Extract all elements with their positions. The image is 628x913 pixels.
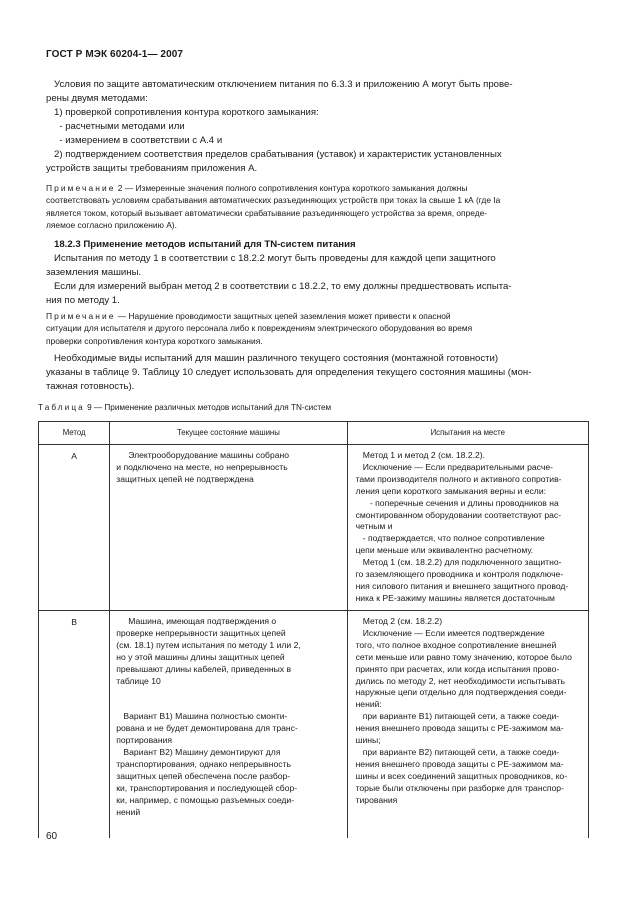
note-label: Примечание	[46, 183, 116, 193]
state-cell	[110, 611, 347, 839]
cell-line: тами производителя полного и активного сопротив-	[355, 473, 562, 484]
page-number: 60	[46, 831, 58, 842]
note-line: является током, который вызывает автоматически срабатывание разъединяющего устройства за время, опреде-	[46, 207, 488, 218]
section-line: заземления машины.	[46, 267, 142, 278]
cell-line: сети меньше или равно тому значению, которое было	[355, 651, 572, 662]
state-cell	[110, 445, 347, 611]
cell-line: рована и не будет демонтирована для транс-	[116, 723, 298, 734]
cell-line: Вариант В2) Машину демонтируют для	[116, 746, 281, 757]
cell-line: тирования	[355, 794, 398, 805]
cell-line: нений:	[355, 699, 382, 710]
note-line: проверки сопротивления контура короткого замыкания.	[46, 335, 263, 346]
cell-line: нения внешнего провода защиты с PE-зажимом ма-	[355, 723, 564, 734]
cell-line	[116, 687, 346, 699]
note-line: соответствовать условиям срабатывания автоматических разъединяющих устройств при токах Iа свыше 1 кА (где Iа	[46, 195, 501, 206]
method-cell	[39, 611, 110, 839]
cell-line: транспортирования, однако непрерывность	[116, 758, 291, 769]
caption-label: Таблица	[38, 403, 85, 412]
table-9	[38, 421, 589, 838]
cell-line: Исключение — Если предварительными расче-	[355, 461, 553, 472]
cell-line: Вариант В1) Машина полностью смонти-	[116, 711, 288, 722]
intro-line: 2) подтверждением соответствия пределов срабатывания (уставок) и характеристик установленных	[46, 149, 502, 160]
cell-text	[110, 611, 346, 818]
cell-line: но у этой машины длины защитных цепей	[116, 651, 285, 662]
table-row	[39, 445, 589, 611]
cell-line: Метод 1 (см. 18.2.2) для подключенного защитно-	[355, 557, 562, 568]
note-line: ляемое согласно приложению А).	[46, 220, 177, 231]
intro-line: 1) проверкой сопротивления контура короткого замыкания:	[46, 107, 319, 118]
caption-text: 9 — Применение различных методов испытаний для TN-систем	[84, 403, 332, 412]
paragraph-line: Необходимые виды испытаний для машин различного текущего состояния (монтажной готовности)	[46, 353, 499, 364]
cell-line: цепи меньше или эквивалентно расчетному.	[355, 545, 534, 556]
cell-line: таблице 10	[116, 675, 161, 686]
note-2	[46, 182, 586, 232]
cell-line	[116, 699, 346, 711]
cell-line: ния силового питания и внешнего защитного провод-	[355, 580, 569, 591]
method-cell	[39, 445, 110, 611]
cell-line: и подключено на месте, но непрерывность	[116, 461, 288, 472]
header-method: Метод	[39, 422, 110, 445]
cell-text	[348, 445, 588, 605]
intro-line: рены двумя методами:	[46, 93, 148, 104]
cell-line: ления цепи короткого замыкания верны и если:	[355, 485, 547, 496]
header-tests: Испытания на месте	[347, 422, 588, 445]
cell-line: - поперечные сечения и длины проводников на	[355, 497, 559, 508]
note-line: — Нарушение проводимости защитных цепей заземления может привести к опасной	[115, 311, 451, 321]
note-hazard	[46, 310, 586, 347]
required-tests-paragraph	[46, 352, 586, 394]
cell-line: при варианте В1) питающей сети, а также соеди-	[355, 711, 560, 722]
cell-line: принято при расчетах, или когда испытания прово-	[355, 663, 560, 674]
cell-line: Метод 1 и метод 2 (см. 18.2.2).	[355, 450, 486, 460]
cell-line: того, что полное входное сопротивление внешней	[355, 639, 557, 650]
intro-line: - измерением в соответствии с А.4 и	[46, 135, 223, 146]
cell-line: нений	[116, 806, 141, 817]
intro-line: устройств защиты требованиям приложения А.	[46, 163, 258, 174]
section-line: ния по методу 1.	[46, 295, 120, 306]
cell-text	[348, 611, 588, 807]
cell-line: проверке непрерывности защитных цепей	[116, 627, 286, 638]
cell-line: превышают длины кабелей, приведенных в	[116, 663, 292, 674]
cell-line: портирования	[116, 735, 173, 746]
section-line: Если для измерений выбран метод 2 в соответствии с 18.2.2, то ему должны предшествовать испыта-	[46, 281, 512, 292]
cell-line: (см. 18.1) путем испытания по методу 1 или 2,	[116, 639, 301, 650]
cell-line: наружные цепи отдельно для подтверждения соеди-	[355, 687, 567, 698]
cell-line: ки, например, с помощью разъемных соеди-	[116, 794, 295, 805]
table-caption	[38, 403, 331, 412]
section-line: Испытания по методу 1 в соответствии с 18.2.2 могут быть проведены для каждой цепи защитного	[46, 253, 496, 264]
method-value: В	[71, 617, 77, 627]
cell-line: - подтверждается, что полное сопротивление	[355, 533, 545, 544]
tests-cell	[347, 611, 588, 839]
cell-line: ки, транспортирования и последующей сбор-	[116, 782, 298, 793]
cell-line: шины;	[355, 735, 381, 746]
section-18-2-3	[46, 238, 586, 308]
note-label: Примечание	[46, 311, 116, 321]
cell-line: го заземляющего проводника и контроля подключе-	[355, 569, 564, 580]
cell-line: дились по методу 2, нет необходимости испытывать	[355, 675, 565, 686]
cell-line: четным и	[355, 521, 393, 532]
cell-text	[110, 445, 346, 486]
method-value: А	[71, 451, 77, 461]
intro-line: Условия по защите автоматическим отключением питания по 6.3.3 и приложению А могут быть прове-	[46, 79, 513, 90]
cell-line: шины и всех соединений защитных проводников, ко-	[355, 770, 568, 781]
cell-line: Метод 2 (см. 18.2.2)	[355, 616, 443, 626]
cell-line: Машина, имеющая подтверждения о	[116, 616, 277, 626]
cell-line: Исключение — Если имеется подтверждение	[355, 627, 545, 638]
table-row	[39, 611, 589, 839]
header-state: Текущее состояние машины	[110, 422, 347, 445]
paragraph-line: тажная готовность).	[46, 381, 135, 392]
note-line: ситуации для испытателя и другого персонала либо к повреждениям электрического оборудования во время	[46, 323, 473, 334]
cell-line: смонтированном оборудовании соответствуют рас-	[355, 509, 562, 520]
cell-line: Электрооборудование машины собрано	[116, 450, 290, 460]
paragraph-line: указаны в таблице 9. Таблицу 10 следует использовать для определения текущего состояния машины (мон-	[46, 367, 532, 378]
intro-paragraph	[46, 78, 586, 176]
cell-line: при варианте В2) питающей сети, а также соеди-	[355, 746, 560, 757]
cell-line: защитных цепей обеспечена после разбор-	[116, 770, 291, 781]
cell-line: торые были отключены при разборке для транспор-	[355, 782, 564, 793]
section-heading: 18.2.3 Применение методов испытаний для TN-систем питания	[46, 239, 356, 250]
cell-line: защитных цепей не подтверждена	[116, 473, 254, 484]
intro-line: - расчетными методами или	[46, 121, 185, 132]
document-header: ГОСТ Р МЭК 60204-1— 2007	[46, 49, 184, 60]
note-line: 2 — Измеренные значения полного сопротивления контура короткого замыкания должны	[115, 183, 468, 193]
cell-line: нения внешнего провода защиты с PE-зажимом ма-	[355, 758, 564, 769]
table-header-row	[39, 422, 589, 445]
tests-cell	[347, 445, 588, 611]
cell-line: ника к PE-зажиму машины является достаточным	[355, 592, 555, 603]
